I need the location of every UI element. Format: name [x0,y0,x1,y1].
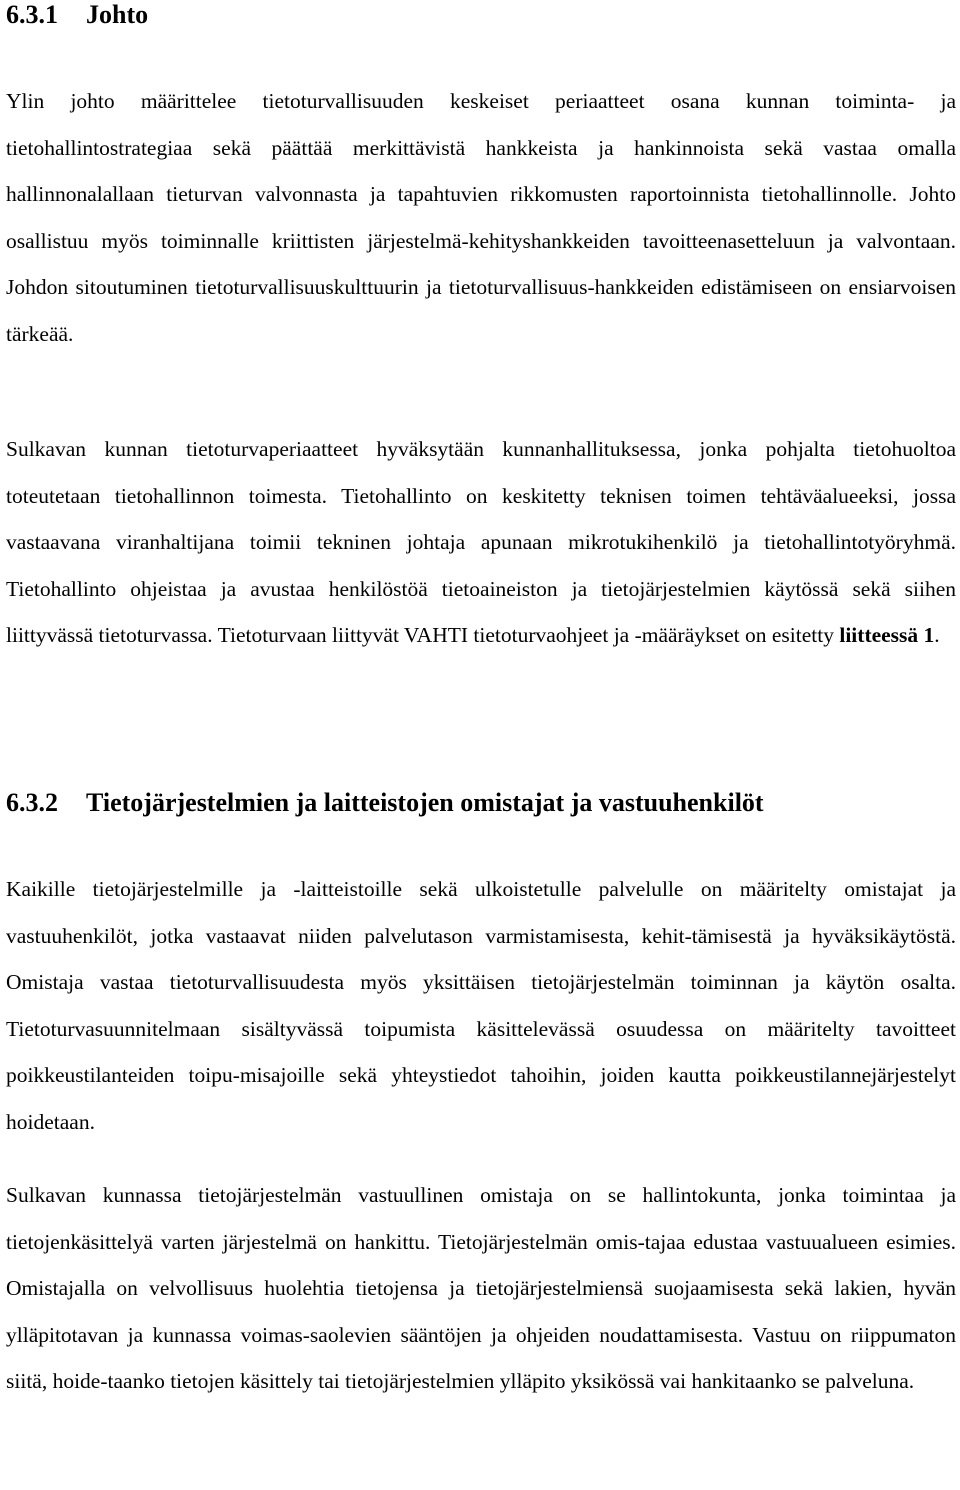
sentence-end: . [934,623,940,647]
section-number: 6.3.1 [6,0,58,29]
section-title: Johto [86,0,149,29]
paragraph-omistajat-2: Sulkavan kunnassa tietojärjestelmän vastuullinen omistaja on se hallintokunta, jonka toimintaa ja tietojenkäsittelyä varten järjestelmä on hankittu. Tietojärjestelmän omis-tajaa edustaa vastuualueen esimies. Omistajalla on velvollisuus huolehtia tietojensa ja tietojärjestelmiensä suojaamisesta sekä lakien, hyvän ylläpitotavan ja kunnassa voimas-saolevien sääntöjen ja ohjeiden noudattamisesta. Vastuu on riippumaton siitä, hoide-taanko tietojen käsittely tai tietojärjestelmien ylläpito yksikössä vai hankitaanko se palveluna. [6,1183,956,1393]
paragraph-johto-2 [6,426,956,659]
section-heading-johto [6,0,148,30]
section-heading-omistajat [6,788,764,818]
paragraph-omistajat-1: Kaikille tietojärjestelmille ja -laitteistoille sekä ulkoistetulle palvelulle on määritelty omistajat ja vastuuhenkilöt, jotka vastaavat niiden palvelutason varmistamisesta, kehit-tämisestä ja hyväksikäytöstä. Omistaja vastaa tietoturvallisuudesta myös yksittäisen tietojärjestelmän toiminnan ja käytön osalta. Tietoturvasuunnitelmaan sisältyvässä toipumista käsittelevässä osuudessa on määritelty tavoitteet poikkeustilanteiden toipu-misajoille sekä yhteystiedot tahoihin, joiden kautta poikkeustilannejärjestelyt hoidetaan. [6,877,956,1134]
paragraph-johto-1: Ylin johto määrittelee tietoturvallisuuden keskeiset periaatteet osana kunnan toiminta- ja tietohallintostrategiaa sekä päättää merkittävistä hankkeista ja hankinnoista sekä vastaa omalla hallinnonalallaan tieturvan valvonnasta ja tapahtuvien rikkomusten raportoinnista tietohallinnolle. Johto osallistuu myös toiminnalle kriittisten järjestelmä-kehityshankkeiden tavoitteenasetteluun ja valvontaan. Johdon sitoutuminen tietoturvallisuuskulttuurin ja tietoturvallisuus-hankkeiden edistämiseen on ensiarvoisen tärkeää. [6,89,956,346]
appendix-reference: liitteessä 1 [839,623,935,647]
section-title: Tietojärjestelmien ja laitteistojen omistajat ja vastuuhenkilöt [86,788,764,817]
paragraph-text: Sulkavan kunnan tietoturvaperiaatteet hyväksytään kunnanhallituksessa, jonka pohjalta tietohuoltoa toteutetaan tietohallinnon toimesta. Tietohallinto on keskitetty teknisen toimen tehtäväalueeksi, jossa vastaavana viranhaltijana toimii tekninen johtaja apunaan mikrotukihenkilö ja tietohallintotyöryhmä. Tietohallinto ohjeistaa ja avustaa henkilöstöä tietoaineiston ja tietojärjestelmien käytössä sekä siihen liittyvässä tietoturvassa. Tietoturvaan liittyvät VAHTI tietoturvaohjeet ja -määräykset on esitetty [6,437,956,647]
section-number: 6.3.2 [6,788,58,817]
